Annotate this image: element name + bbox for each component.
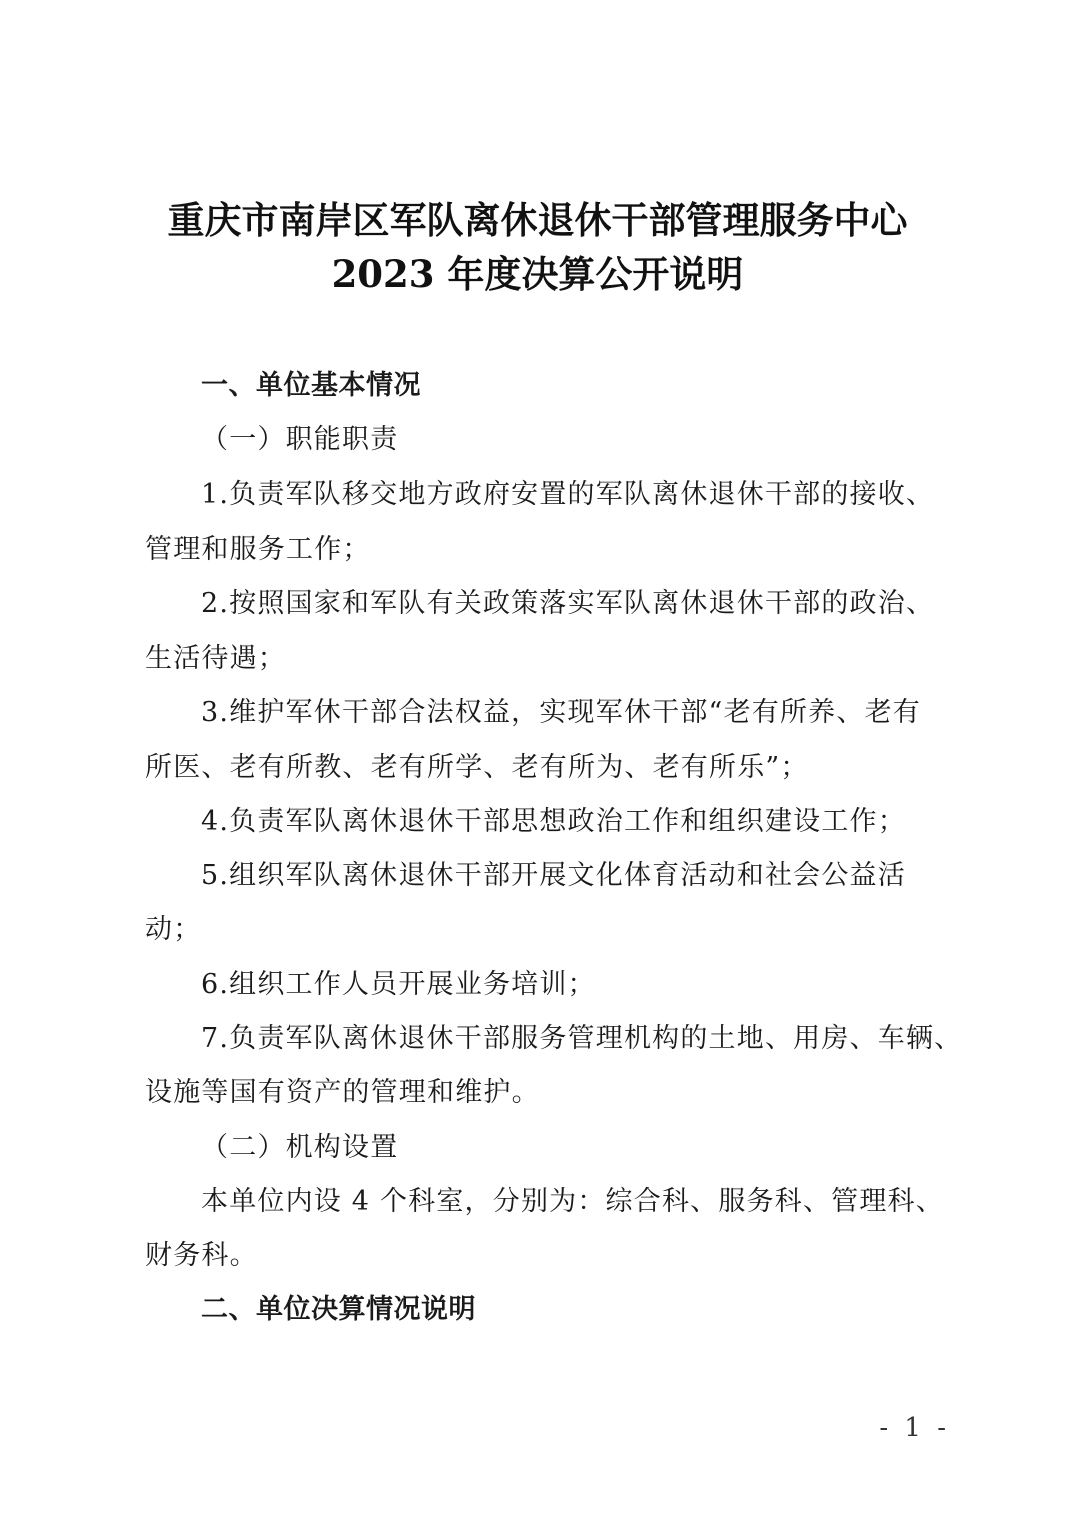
paragraph-line: 7.负责军队离休退休干部服务管理机构的土地、用房、车辆、: [201, 1023, 963, 1054]
paragraph-line: 财务科。: [145, 1240, 258, 1271]
subsection-heading-1: （一）职能职责: [201, 424, 399, 455]
paragraph-line: 6.组织工作人员开展业务培训；: [201, 969, 596, 1000]
document-title-line1: 重庆市南岸区军队离休退休干部管理服务中心: [167, 198, 908, 242]
paragraph-line: 管理和服务工作；: [145, 534, 371, 565]
paragraph-line: 生活待遇；: [145, 643, 286, 674]
page-number: - 1 -: [879, 1413, 950, 1443]
section-heading-2: 二、单位决算情况说明: [201, 1294, 476, 1325]
paragraph-line: 4.负责军队离休退休干部思想政治工作和组织建设工作；: [201, 806, 906, 837]
paragraph-line: 2.按照国家和军队有关政策落实军队离休退休干部的政治、: [201, 588, 935, 619]
paragraph-line: 所医、老有所教、老有所学、老有所为、老有所乐”；: [145, 752, 809, 783]
paragraph-line: 3.维护军休干部合法权益，实现军休干部“老有所养、老有: [201, 697, 921, 728]
paragraph-line: 动；: [145, 914, 202, 945]
paragraph-line: 5.组织军队离休退休干部开展文化体育活动和社会公益活: [201, 860, 906, 891]
subsection-heading-2: （二）机构设置: [201, 1132, 399, 1163]
paragraph-line: 1.负责军队移交地方政府安置的军队离休退休干部的接收、: [201, 479, 935, 510]
document-title-line2: 2023 年度决算公开说明: [331, 252, 744, 296]
paragraph-line: 设施等国有资产的管理和维护。: [145, 1077, 540, 1108]
section-heading-1: 一、单位基本情况: [201, 370, 421, 401]
paragraph-line: 本单位内设 4 个科室，分别为：综合科、服务科、管理科、: [201, 1186, 944, 1217]
